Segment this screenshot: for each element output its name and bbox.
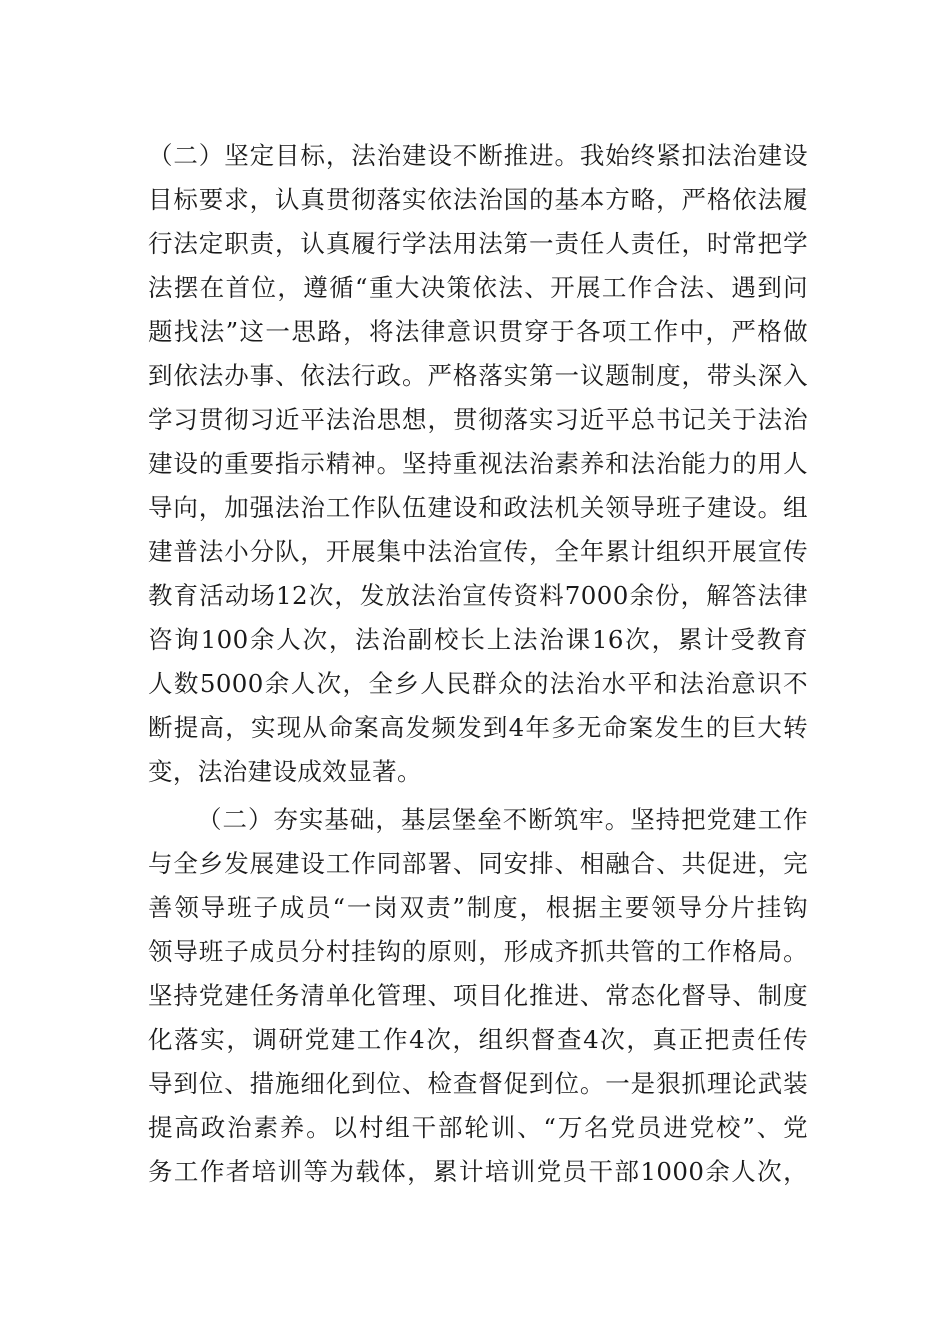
paragraph-2-line-9: 务工作者培训等为载体，累计培训党员干部1000余人次， bbox=[148, 1157, 808, 1186]
paragraph-1-line-3: 行法定职责，认真履行学法用法第一责任人责任，时常把学 bbox=[148, 229, 808, 258]
paragraph-1-line-9: 导向，加强法治工作队伍建设和政法机关领导班子建设。组 bbox=[148, 493, 808, 522]
paragraph-1-line-11: 教育活动场12次，发放法治宣传资料7000余份，解答法律 bbox=[148, 581, 808, 610]
paragraph-1-line-15: 变，法治建设成效显著。 bbox=[148, 757, 422, 786]
paragraph-2-line-6: 化落实，调研党建工作4次，组织督查4次，真正把责任传 bbox=[148, 1025, 808, 1054]
paragraph-1-line-8: 建设的重要指示精神。坚持重视法治素养和法治能力的用人 bbox=[148, 449, 808, 478]
paragraph-1-line-10: 建普法小分队，开展集中法治宣传，全年累计组织开展宣传 bbox=[148, 537, 808, 566]
paragraph-1-line-5: 题找法”这一思路，将法律意识贯穿于各项工作中，严格做 bbox=[148, 317, 808, 346]
paragraph-1-line-2: 目标要求，认真贯彻落实依法治国的基本方略，严格依法履 bbox=[148, 185, 808, 214]
paragraph-2-line-2: 与全乡发展建设工作同部署、同安排、相融合、共促进，完 bbox=[148, 849, 808, 878]
paragraph-1-line-1: （二）坚定目标，法治建设不断推进。我始终紧扣法治建设 bbox=[148, 141, 808, 170]
paragraph-2-line-1: （二）夯实基础，基层堡垒不断筑牢。坚持把党建工作 bbox=[197, 805, 808, 834]
paragraph-1-line-14: 断提高，实现从命案高发频发到4年多无命案发生的巨大转 bbox=[148, 713, 808, 742]
paragraph-2-line-5: 坚持党建任务清单化管理、项目化推进、常态化督导、制度 bbox=[148, 981, 808, 1010]
paragraph-2-line-3: 善领导班子成员“一岗双责”制度，根据主要领导分片挂钩 bbox=[148, 893, 808, 922]
paragraph-2-line-7: 导到位、措施细化到位、检查督促到位。一是狠抓理论武装 bbox=[148, 1069, 808, 1098]
paragraph-1-line-7: 学习贯彻习近平法治思想，贯彻落实习近平总书记关于法治 bbox=[148, 405, 808, 434]
paragraph-1-line-12: 咨询100余人次，法治副校长上法治课16次，累计受教育 bbox=[148, 625, 808, 654]
paragraph-1-line-13: 人数5000余人次，全乡人民群众的法治水平和法治意识不 bbox=[148, 669, 808, 698]
paragraph-1-line-4: 法摆在首位，遵循“重大决策依法、开展工作合法、遇到问 bbox=[148, 273, 808, 302]
paragraph-2-line-4: 领导班子成员分村挂钩的原则，形成齐抓共管的工作格局。 bbox=[148, 937, 808, 966]
paragraph-1-line-6: 到依法办事、依法行政。严格落实第一议题制度，带头深入 bbox=[148, 361, 808, 390]
paragraph-2-line-8: 提高政治素养。以村组干部轮训、“万名党员进党校”、党 bbox=[148, 1113, 808, 1142]
